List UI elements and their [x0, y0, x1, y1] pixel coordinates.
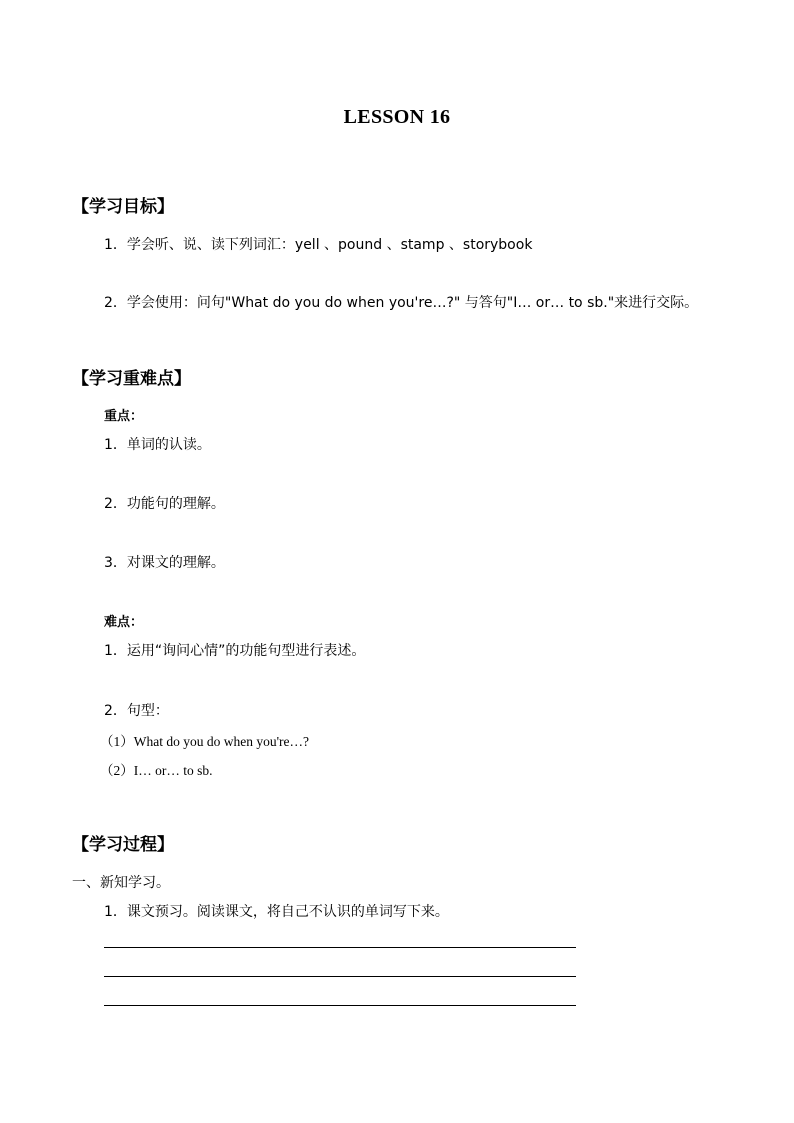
objective-item-1: 1．学会听、说、读下列词汇：yell 、pound 、stamp 、storybook	[104, 237, 533, 253]
focus-label: 重点：	[104, 409, 144, 424]
objectives-heading: 【学习目标】	[72, 197, 174, 217]
process-step-1: 1．课文预习。阅读课文，将自己不认识的单词写下来。	[104, 904, 449, 920]
sentence-pattern-1: （1）What do you do when you're…?	[100, 734, 310, 749]
sentence-pattern-2: （2）I… or… to sb.	[100, 763, 213, 778]
difficulty-label: 难点：	[104, 615, 144, 630]
answer-line-1[interactable]	[104, 947, 576, 948]
key-points-heading: 【学习重难点】	[72, 369, 191, 389]
objective-item-2: 2．学会使用：问句"What do you do when you're…?" 与答句"I… or… to sb."来进行交际。	[104, 295, 699, 311]
process-part-1: 一、新知学习。	[72, 875, 170, 891]
answer-line-2[interactable]	[104, 976, 576, 977]
process-heading: 【学习过程】	[72, 835, 174, 855]
focus-item-3: 3．对课文的理解。	[104, 555, 225, 571]
difficulty-item-2: 2．句型：	[104, 703, 169, 719]
page-title: LESSON 16	[343, 106, 451, 128]
focus-item-1: 1．单词的认读。	[104, 437, 211, 453]
focus-item-2: 2．功能句的理解。	[104, 496, 225, 512]
answer-line-3[interactable]	[104, 1005, 576, 1006]
difficulty-item-1: 1．运用“询问心情”的功能句型进行表述。	[104, 643, 366, 659]
